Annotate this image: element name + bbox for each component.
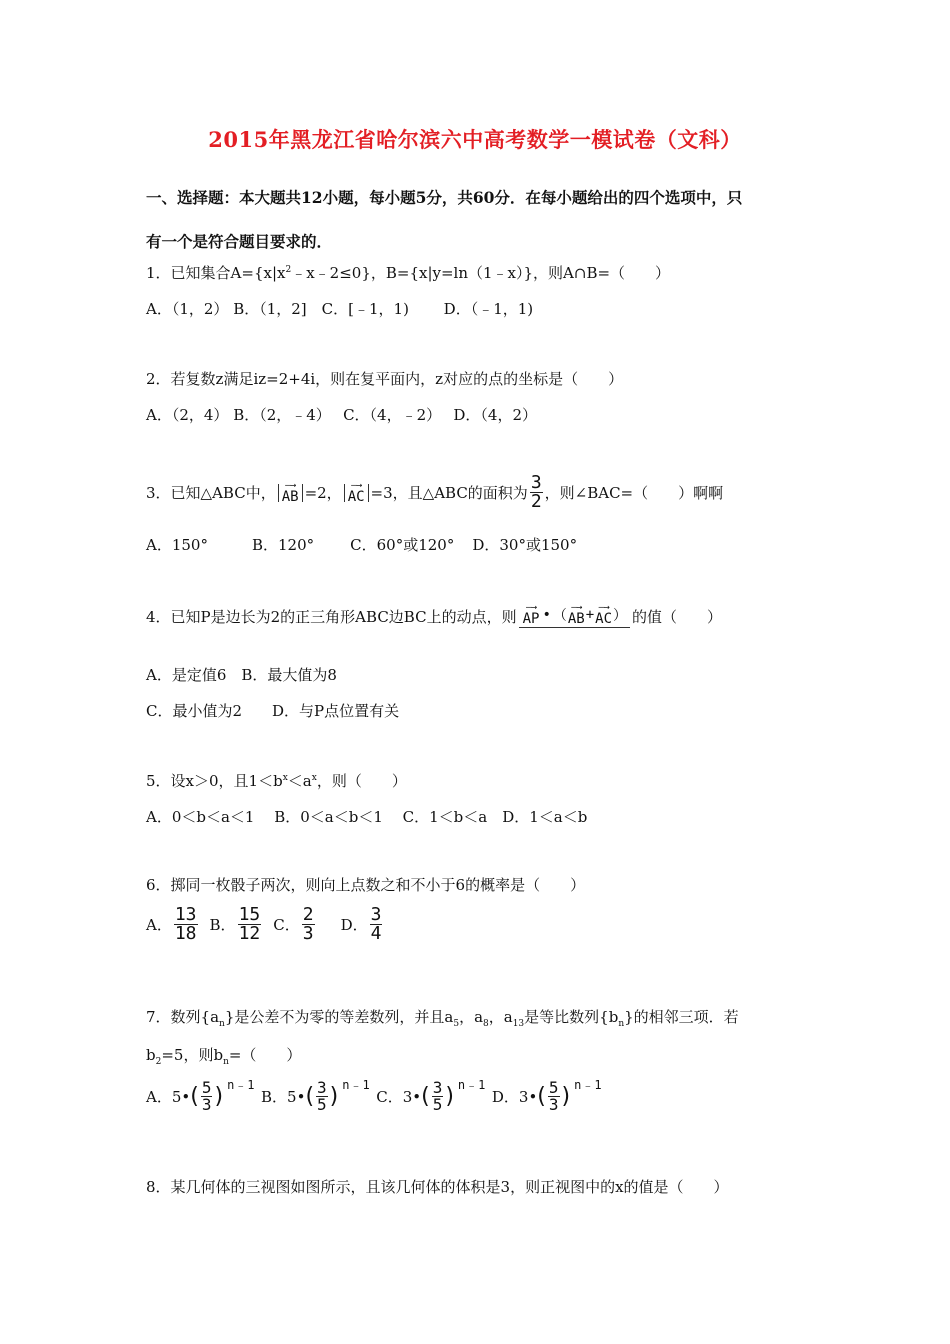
question-7-stem-line1: 7．数列$\{a_n\}$是公差不为零的等差数列，并且$a_5$，$a_8$，$a_{13}$是等比数列$\{b_n\}$的相邻三项．若 (146, 1008, 739, 1029)
question-3-stem: 3．已知△ABC中， —→ AB =2， —→ AC =3，且△ABC的面积为 $\frac{3}{2}$ ，则∠BAC=（ ）啊啊 (146, 472, 724, 512)
question-3-options: A．150° B．120° C．60°或120° D．30°或150° (146, 536, 578, 554)
fraction-option-d: $\frac{3}{4}$ (370, 904, 382, 944)
vector-arrow-icon: —→ (571, 602, 582, 613)
fraction-option-d: $\frac{5}{3}$ (548, 1078, 559, 1114)
fraction-option-c: $\frac{2}{3}$ (302, 904, 314, 944)
vector-ac: —→ AC (347, 479, 365, 505)
vector-arrow-icon: —→ (285, 479, 296, 491)
fraction-area: $\frac{3}{2}$ (530, 472, 542, 512)
question-4-stem: 4．已知P是边长为2的正三角形ABC边BC上的动点，则 —→ AP • （ —→ AB + —→ AC ） 的值（ ） (146, 602, 723, 627)
question-8-stem: 8．某几何体的三视图如图所示，且该几何体的体积是3，则正视图中的x的值是（ ） (146, 1178, 729, 1196)
section-heading-line1: 一、选择题：本大题共12小题，每小题5分，共60分．在每小题给出的四个选项中，只 (146, 188, 743, 207)
fraction-option-b: $\frac{3}{5}$ (317, 1078, 327, 1114)
section-heading-line2: 有一个是符合题目要求的． (146, 232, 333, 251)
fraction-option-b: $\frac{15}{12}$ (238, 904, 261, 944)
question-7-stem-line2: $b_2=5$，则$b_n=$（ ） (146, 1046, 302, 1067)
vector-arrow-icon: —→ (351, 479, 362, 491)
abs-bar (302, 484, 303, 502)
question-5-options: A．0＜b＜a＜1 B．0＜a＜b＜1 C．1＜b＜a D．1＜a＜b (146, 808, 588, 826)
vector-arrow-icon: —→ (598, 602, 609, 613)
question-4-options-ab: A．是定值6 B．最大值为8 (146, 666, 337, 684)
question-5-stem: 5．设x＞0，且$1<b^x<a^x$，则（ ） (146, 772, 407, 790)
question-4-options-cd: C．最小值为2 D．与P点位置有关 (146, 702, 400, 720)
vector-arrow-icon: —→ (525, 602, 537, 613)
question-2-stem: 2．若复数z满足iz=2+4i，则在复平面内，z对应的点的坐标是（ ） (146, 370, 624, 388)
page-title: 2015年黑龙江省哈尔滨六中高考数学一模试卷（文科） (208, 127, 742, 152)
abs-bar (344, 484, 345, 502)
question-6-stem: 6．掷同一枚骰子两次，则向上点数之和不小于6的概率是（ ） (146, 876, 586, 894)
question-2-options: A．（2，4） B．（2，﹣4） C．（4，﹣2） D．（4，2） (146, 406, 538, 424)
abs-bar (278, 484, 279, 502)
question-6-options: A． $\frac{13}{18}$ B． $\frac{15}{12}$ C． $\frac{2}{3}$ D． $\frac{3}{4}$ (146, 904, 382, 944)
vector-expression: —→ AP • （ —→ AB + —→ AC ） (519, 604, 630, 628)
question-7-options: A．5• ( $\frac{5}{3}$ ) n﹣1 B．5• ( $\frac{3}{5}$ ) n﹣1 C．3• ( $\frac{3}{5}$ ) n﹣1 D．3• ( $\frac{5}{3}$ ) n﹣1 (146, 1078, 603, 1114)
abs-bar (368, 484, 369, 502)
fraction-option-c: $\frac{3}{5}$ (432, 1078, 443, 1114)
question-1-options: A．（1，2） B．（1，2] C．[﹣1，1) D．（﹣1，1) (146, 300, 534, 318)
question-1-stem: 1．已知集合$A=\{x|x^2﹣x﹣2\le 0\}$，B={x|y=ln（1﹣x）}，则A∩B=（ ） (146, 264, 671, 282)
fraction-option-a: $\frac{13}{18}$ (174, 904, 197, 944)
vector-ab: —→ AB (281, 479, 299, 505)
fraction-option-a: $\frac{5}{3}$ (201, 1078, 212, 1114)
